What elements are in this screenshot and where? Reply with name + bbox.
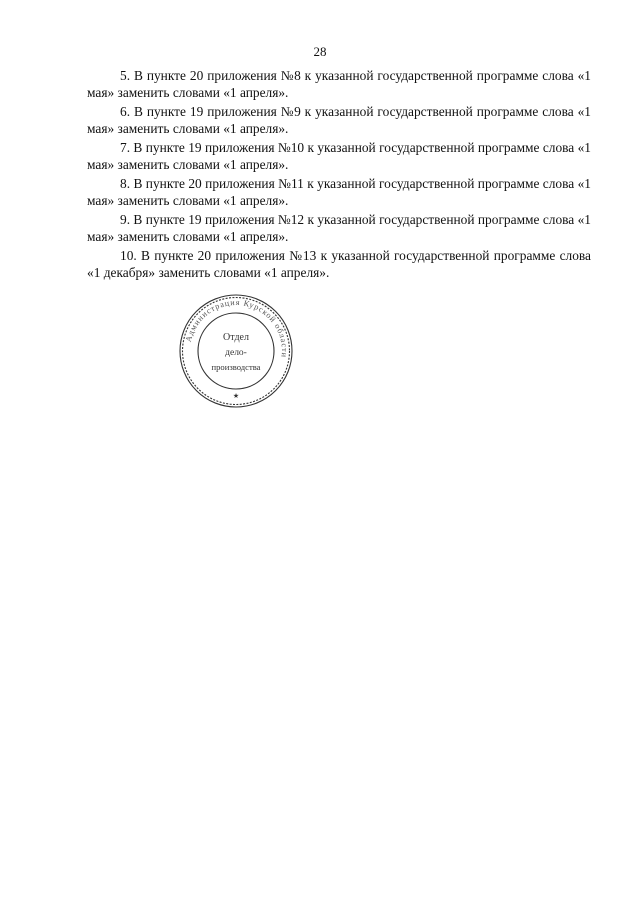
paragraph-5: 5. В пункте 20 приложения №8 к указанной государственной программе слова «1 мая» заменить словами «1 апреля». — [87, 68, 591, 101]
official-stamp — [178, 293, 294, 409]
paragraph-10: 10. В пункте 20 приложения №13 к указанной государственной программе слова «1 декабря» заменить словами «1 апреля». — [87, 247, 591, 280]
paragraph-7: 7. В пункте 19 приложения №10 к указанной государственной программе слова «1 мая» заменить словами «1 апреля». — [87, 139, 591, 173]
page-number: 28 — [313, 44, 327, 59]
stamp-line-2: дело- — [225, 348, 247, 358]
document-body — [87, 67, 591, 282]
paragraph-9: 9. В пункте 19 приложения №12 к указанной государственной программе слова «1 мая» заменить словами «1 апреля». — [87, 211, 591, 245]
stamp-line-1: Отдел — [223, 332, 249, 343]
stamp-ring-text: Администрация Курской области — [183, 297, 290, 359]
stamp-line-3: производства — [211, 362, 261, 372]
stamp-star-icon: ★ — [232, 392, 240, 400]
paragraph-8: 8. В пункте 20 приложения №11 к указанной государственной программе слова «1 мая» заменить словами «1 апреля». — [87, 175, 591, 209]
paragraph-6: 6. В пункте 19 приложения №9 к указанной государственной программе слова «1 мая» заменить словами «1 апреля». — [87, 103, 591, 137]
